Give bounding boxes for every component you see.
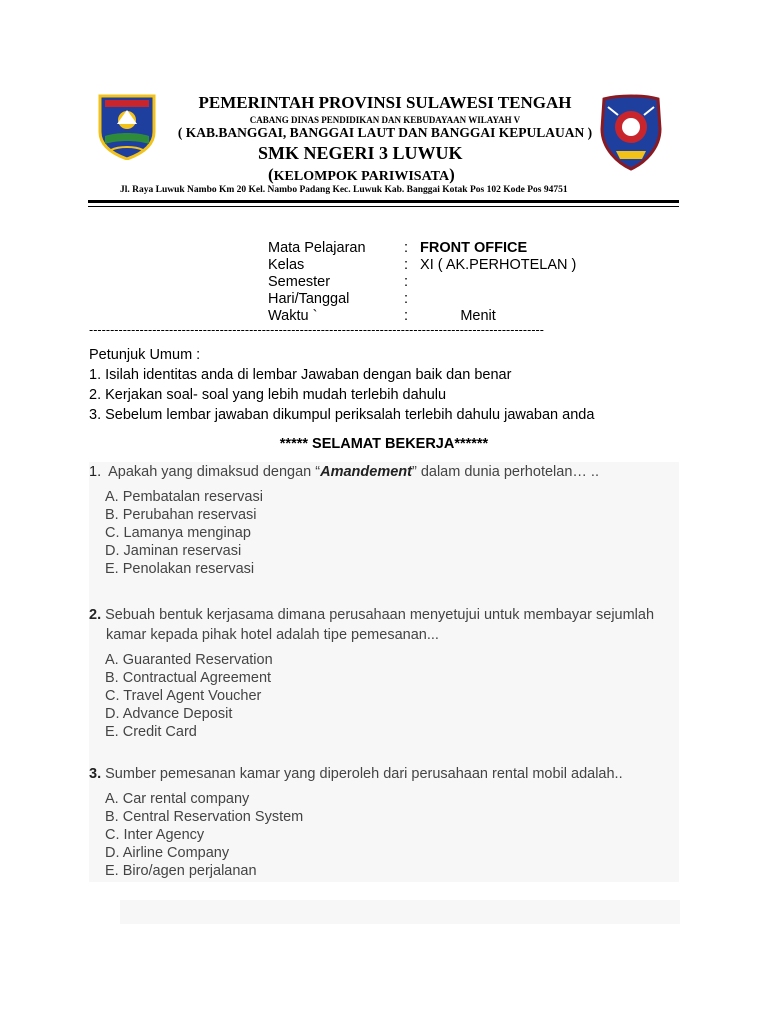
info-colon: : — [404, 274, 409, 290]
group-open-paren: ( — [268, 165, 274, 184]
greeting-banner: ***** SELAMAT BEKERJA****** — [279, 436, 489, 452]
info-row-subject — [268, 240, 576, 257]
school-name: SMK NEGERI 3 LUWUK — [258, 143, 463, 163]
exam-info — [268, 240, 576, 325]
provincial-emblem-icon — [97, 92, 157, 160]
question-text-continued: kamar kepada pihak hotel adalah tipe pemesanan... — [106, 627, 439, 643]
info-label: Waktu ` — [268, 308, 318, 324]
info-value: FRONT OFFICE — [416, 240, 528, 256]
answer-options — [105, 488, 689, 578]
info-label: Hari/Tanggal — [268, 291, 350, 307]
instruction-item: 3. Sebelum lembar jawaban dikumpul periksalah terlebih dahulu jawaban anda — [89, 407, 595, 423]
general-instructions — [89, 345, 594, 425]
letterhead-rule-thin — [88, 206, 679, 207]
school-group — [268, 165, 455, 185]
answer-option: A. Pembatalan reservasi — [105, 489, 263, 505]
school-emblem-icon — [598, 93, 664, 171]
info-colon: : — [404, 308, 409, 324]
question-stem — [89, 462, 689, 482]
answer-option: C. Travel Agent Voucher — [105, 688, 262, 704]
answer-option: A. Guaranted Reservation — [105, 652, 273, 668]
answer-options — [105, 790, 689, 880]
info-label: Mata Pelajaran — [268, 240, 366, 256]
answer-option: E. Penolakan reservasi — [105, 561, 255, 577]
info-value: Menit — [416, 308, 496, 324]
questions-panel-footer — [120, 900, 680, 924]
letterhead-rule-thick — [88, 200, 679, 203]
question-2 — [89, 605, 689, 741]
question-text-after: ” dalam dunia perhotelan… .. — [411, 464, 599, 480]
answer-option: A. Car rental company — [105, 791, 250, 807]
dashed-separator: ------------------------------------------------------------------------------------------------------------ — [89, 323, 544, 337]
answer-option: B. Central Reservation System — [105, 809, 304, 825]
info-row-date — [268, 291, 576, 308]
info-row-class — [268, 257, 576, 274]
answer-option: B. Perubahan reservasi — [105, 507, 257, 523]
info-label: Semester — [268, 274, 331, 290]
answer-option: D. Jaminan reservasi — [105, 543, 242, 559]
info-label: Kelas — [268, 257, 305, 273]
answer-option: E. Biro/agen perjalanan — [105, 863, 257, 879]
group-close-paren: ) — [449, 165, 455, 184]
info-colon: : — [404, 257, 409, 273]
districts-line: ( KAB.BANGGAI, BANGGAI LAUT DAN BANGGAI KEPULAUAN ) — [177, 125, 593, 140]
question-number: 1. — [89, 464, 102, 480]
question-stem — [89, 605, 689, 625]
answer-option: C. Inter Agency — [105, 827, 205, 843]
question-stem — [89, 764, 689, 784]
answer-option: C. Lamanya menginap — [105, 525, 251, 541]
info-value: XI ( AK.PERHOTELAN ) — [416, 257, 577, 273]
question-number: 2. — [89, 607, 102, 623]
question-text: Sumber pemesanan kamar yang diperoleh dari perusahaan rental mobil adalah.. — [105, 766, 623, 782]
group-label: KELOMPOK PARIWISATA — [273, 169, 450, 184]
question-text: Sebuah bentuk kerjasama dimana perusahaan menyetujui untuk membayar sejumlah — [105, 607, 655, 623]
instruction-item: 2. Kerjakan soal- soal yang lebih mudah terlebih dahulu — [89, 387, 447, 403]
info-colon: : — [404, 240, 409, 256]
answer-option: D. Airline Company — [105, 845, 230, 861]
question-number: 3. — [89, 766, 102, 782]
question-text-before: Apakah yang dimaksud dengan “ — [108, 464, 321, 480]
government-title: PEMERINTAH PROVINSI SULAWESI TENGAH — [198, 93, 572, 112]
info-row-semester — [268, 274, 576, 291]
question-emphasis: Amandement — [320, 464, 412, 480]
question-3 — [89, 764, 689, 880]
answer-option: B. Contractual Agreement — [105, 670, 272, 686]
answer-option: D. Advance Deposit — [105, 706, 233, 722]
school-address: Jl. Raya Luwuk Nambo Km 20 Kel. Nambo Padang Kec. Luwuk Kab. Banggai Kotak Pos 102 Kode Pos 94751 — [120, 185, 568, 195]
answer-options — [105, 651, 689, 741]
answer-option: E. Credit Card — [105, 724, 197, 740]
info-colon: : — [404, 291, 409, 307]
question-text — [108, 464, 599, 480]
branch-office-title: CABANG DINAS PENDIDIKAN DAN KEBUDAYAAN WILAYAH V — [249, 115, 521, 125]
question-1 — [89, 462, 689, 578]
instruction-item: 1. Isilah identitas anda di lembar Jawaban dengan baik dan benar — [89, 367, 512, 383]
instructions-title: Petunjuk Umum : — [89, 347, 201, 363]
